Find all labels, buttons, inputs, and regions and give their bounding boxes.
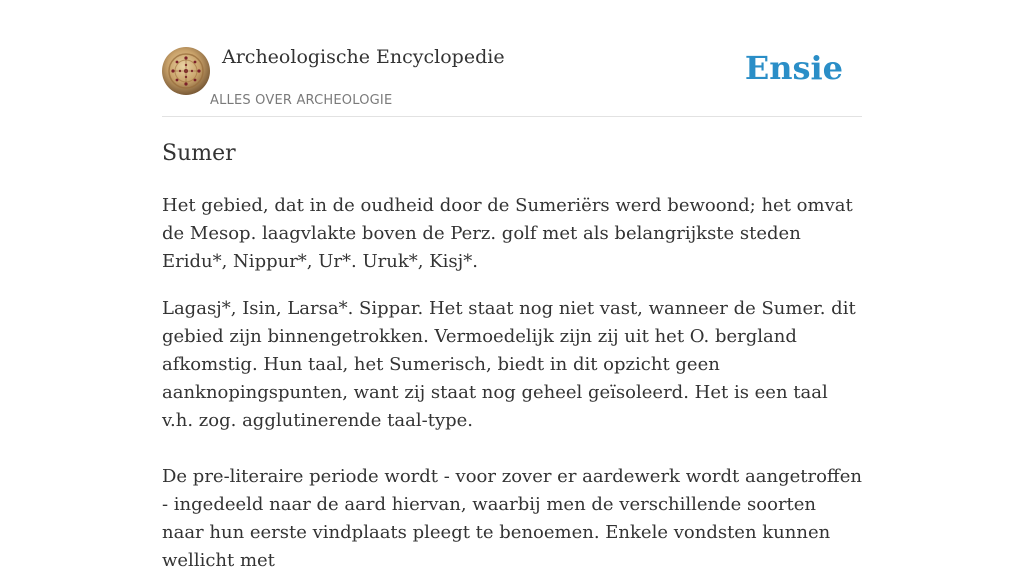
article-paragraph: De pre-literaire periode wordt - voor zover er aardewerk wordt aangetroffen - ingedeeld naar de aard hiervan, waarbij men de verschillende soorten naar hun eerste vindplaats pleegt te benoemen. Enkele vondsten kunnen wellicht met (162, 466, 862, 571)
archaeology-coin-logo-icon[interactable] (162, 47, 210, 95)
site-title-link[interactable]: Archeologische Encyclopedie (222, 46, 505, 68)
site-header (162, 0, 862, 117)
site-tagline: ALLES OVER ARCHEOLOGIE (210, 93, 393, 108)
article-paragraph: Lagasj*, Isin, Larsa*. Sippar. Het staat nog niet vast, wanneer de Sumer. dit gebied zijn binnengetrokken. Vermoedelijk zijn zij uit het O. bergland afkomstig. Hun taal, het Sumerisch, biedt in dit opzicht geen aanknopingspunten, want zij staat nog geheel geïsoleerd. Het is een taal v.h. zog. agglutinerende taal-type. (162, 298, 856, 431)
article-paragraph: Het gebied, dat in de oudheid door de Sumeriërs werd bewoond; het omvat de Mesop. laagvlakte boven de Perz. golf met als belangrijkste steden Eridu*, Nippur*, Ur*. Uruk*, Kisj*. (162, 195, 853, 272)
article-title: Sumer (162, 141, 236, 166)
ensie-brand-link[interactable]: Ensie (744, 49, 843, 87)
article (162, 138, 862, 575)
